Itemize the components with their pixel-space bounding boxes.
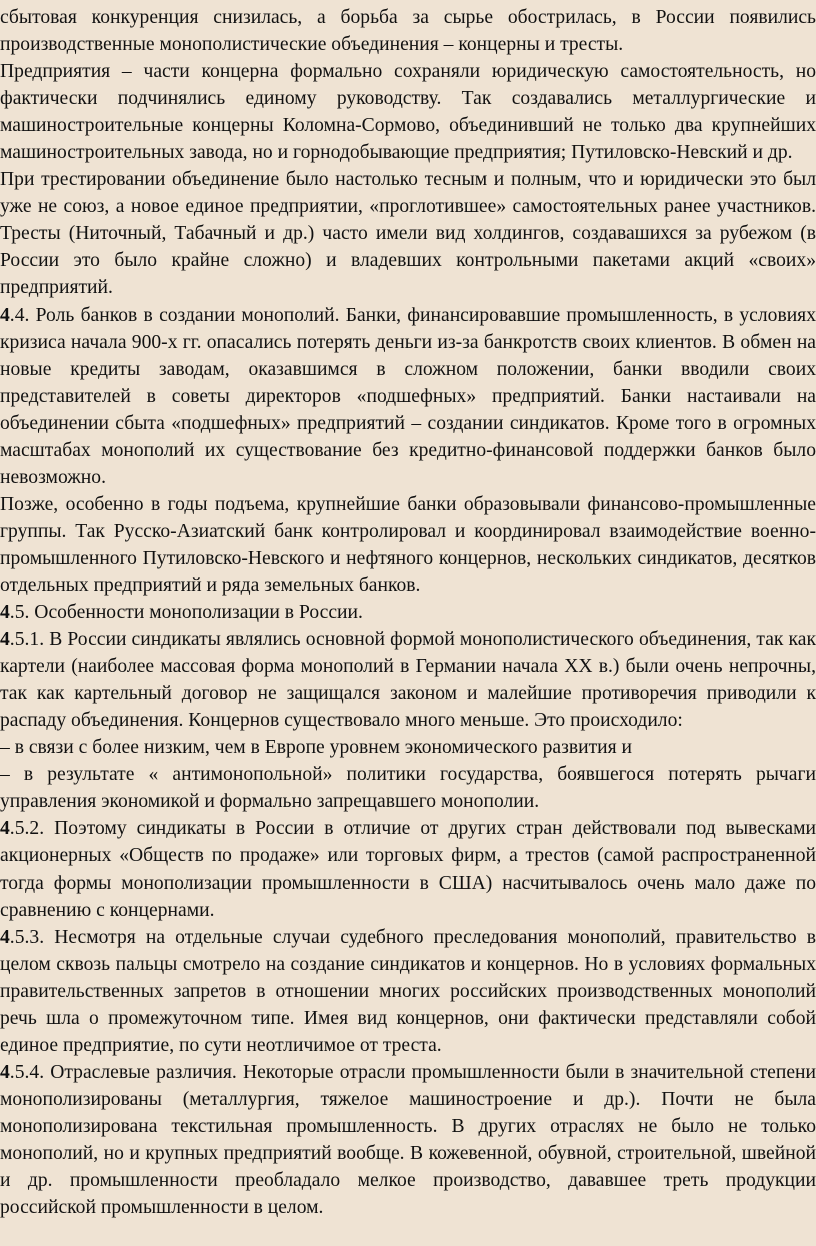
- paragraph-text: Позже, особенно в годы подъема, крупнейшие банки образовывали финансово-промышленные группы. Так Русско-Азиатский банк контролировал и координировал взаимодействие военно-промышленного Путиловско-Невского и нефтяного концернов, нескольких синдикатов, десятков отдельных предприятий и ряда земельных банков.: [0, 493, 816, 596]
- paragraph-text: Предприятия – части концерна формально сохраняли юридическую самостоятельность, но фактически подчинялись единому руководству. Так создавались металлургические и машиностроительные концерны Коломна-Сормово, объединивший не только два крупнейших машиностроительных завода, но и горнодобывающие предприятия; Путиловско-Невский и др.: [0, 61, 816, 164]
- section-number: 4: [0, 602, 10, 624]
- paragraph-text: – в связи с более низким, чем в Европе уровнем экономического развития и: [0, 737, 633, 759]
- paragraph-10: [0, 924, 816, 1059]
- section-number: 4: [0, 818, 10, 840]
- section-number: 4: [0, 926, 10, 948]
- paragraph-1: [0, 58, 816, 166]
- paragraph-text: .5.1. В России синдикаты являлись основной формой монополистического объединения, так как картели (наиболее массовая форма монополий в Германии начала XX в.) были очень непрочны, так как картельный договор не защищался законом и малейшие противоречия приводили к распаду объединения. Концернов существовало много меньше. Это происходило:: [0, 629, 816, 732]
- paragraph-text: – в результате « антимонопольной» политики государства, боявшегося потерять рычаги управления экономикой и формально запрещавшего монополии.: [0, 764, 816, 813]
- paragraph-text: .5. Особенности монополизации в России.: [9, 602, 363, 624]
- paragraph-text: .5.2. Поэтому синдикаты в России в отличие от других стран действовали под вывесками акционерных «Обществ по продаже» или торговых фирм, а трестов (самой распространенной тогда формы монополизации промышленности в США) насчитывалось очень мало даже по сравнению с концернами.: [0, 818, 816, 921]
- section-number: 4: [0, 629, 10, 651]
- paragraph-5: [0, 599, 816, 626]
- paragraph-0: [0, 4, 816, 58]
- paragraph-3: [0, 302, 816, 491]
- paragraph-8: [0, 761, 816, 815]
- section-number: 4: [0, 1061, 10, 1083]
- paragraph-text: При трестировании объединение было настолько тесным и полным, что и юридически это был уже не союз, а новое единое предприятии, «проглотившее» самостоятельных ранее участников. Тресты (Ниточный, Табачный и др.) часто имели вид холдингов, создавашихся за рубежом (в России это было крайне сложно) и владевших контрольными пакетами акций «своих» предприятий.: [0, 169, 816, 299]
- paragraph-2: [0, 166, 816, 301]
- paragraph-7: [0, 734, 816, 761]
- paragraph-11: [0, 1059, 816, 1221]
- paragraph-6: [0, 626, 816, 734]
- document-body: [0, 4, 816, 1221]
- paragraph-text: сбытовая конкуренция снизилась, а борьба за сырье обострилась, в России появились производственные монополистические объединения – концерны и тресты.: [0, 7, 816, 56]
- paragraph-text: .5.4. Отраслевые различия. Некоторые отрасли промышленности были в значительной степени монополизированы (металлургия, тяжелое машиностроение и др.). Почти не была монополизирована текстильная промышленность. В других отраслях не было не только монополий, но и крупных предприятий вообще. В кожевенной, обувной, строительной, швейной и др. промышленности преобладало мелкое производство, дававшее треть продукции российской промышленности в целом.: [0, 1061, 816, 1219]
- paragraph-9: [0, 815, 816, 923]
- paragraph-text: .5.3. Несмотря на отдельные случаи судебного преследования монополий, правительство в целом сквозь пальцы смотрело на создание синдикатов и концернов. Но в условиях формальных правительственных запретов в отношении многих российских производственных монополий речь шла о промежуточном типе. Имея вид концернов, они фактически представляли собой единое предприятие, по сути неотличимое от треста.: [0, 926, 816, 1056]
- paragraph-text: .4. Роль банков в создании монополий. Банки, финансировавшие промышленность, в условиях кризиса начала 900-х гг. опасались потерять деньги из-за банкротств своих клиентов. В обмен на новые кредиты заводам, оказавшимся в сложном положении, банки вводили своих представителей в советы директоров «подшефных» предприятий. Банки настаивали на объединении сбыта «подшефных» предприятий – создании синдикатов. Кроме того в огромных масштабах монополий их существование без кредитно-финансовой поддержки банков было невозможно.: [0, 304, 816, 488]
- section-number: 4: [0, 304, 10, 326]
- paragraph-4: [0, 491, 816, 599]
